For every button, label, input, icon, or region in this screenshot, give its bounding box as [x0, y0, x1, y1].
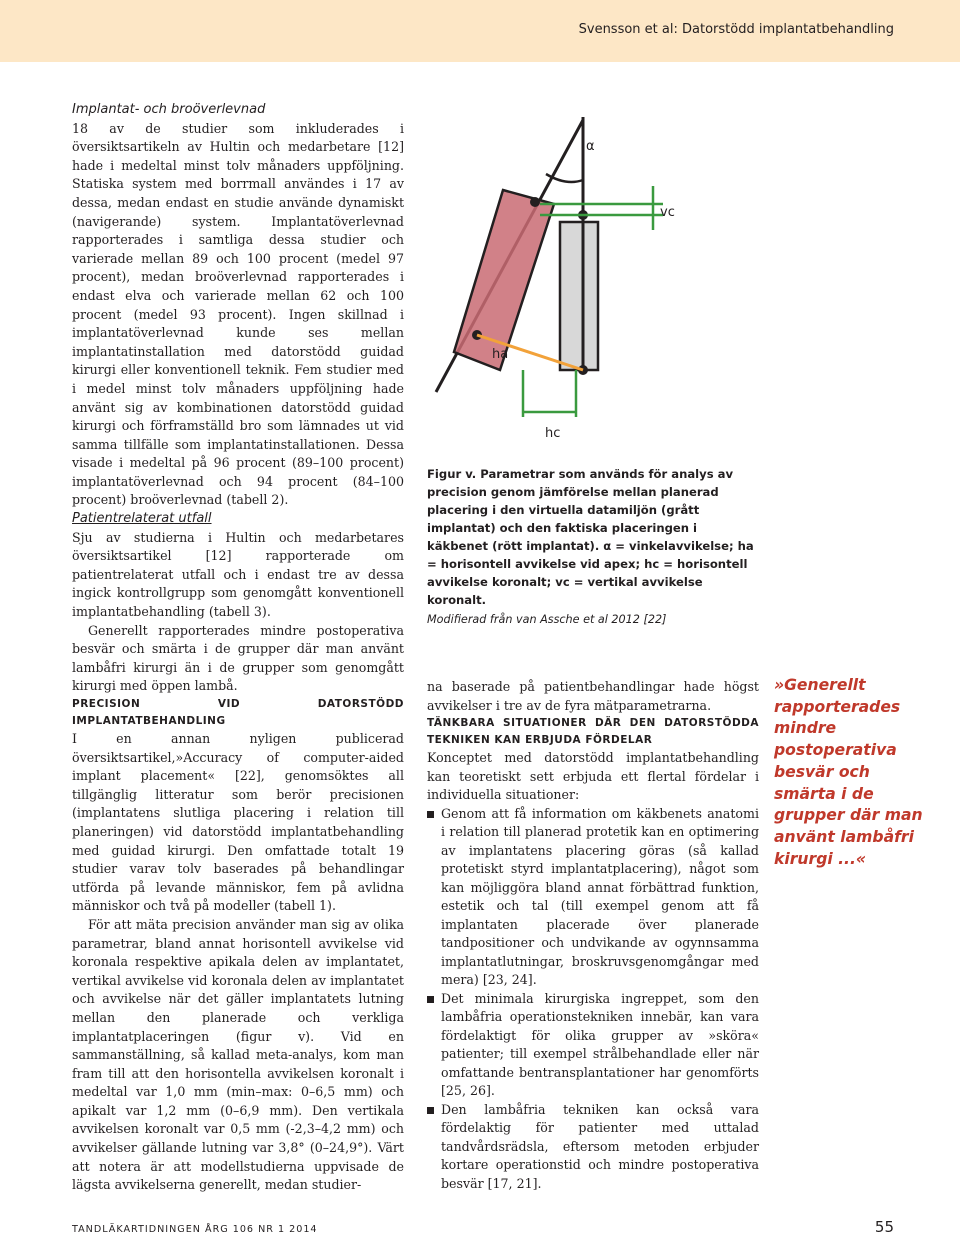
caption-source: Modifierad från van Assche et al 2012 [22]: [427, 613, 667, 626]
dot: [530, 197, 540, 207]
bullet-item: Den lambåfria tekniken kan också vara fördelaktig för patienter med uttalad tandvårdsrädsla, eftersom metoden erbjuder kortare operationstid och mindre postoperativa besvär [17, 21].: [427, 1101, 759, 1194]
paragraph: na baserade på patientbehandlingar hade högst avvikelser i tre av de fyra mätparametrarna.: [427, 679, 759, 713]
paragraph: För att mäta precision använder man sig av olika parametrar, bland annat horisontell avvikelse vid koronala respektive apikala delen av implantatet, vertikal avvikelse vid koronala delen av implantatet och avvikelse när det gäller implantatets lutning mellan den planerade och verkliga implantatplaceringen (figur v). Vid en sammanställning, så kallad meta-analys, kom man fram till att den horisontella avvikelsen koronalt i medeltal var 1,0 mm (min–max: 0–6,5 mm) och apikalt var 1,2 mm (0–6,9 mm). Den vertikala avvikelsen koronalt var 0,5 mm (-2,3–4,2 mm) och avvikelser gällande lutning var 3,8° (0–24,9°). Värt att notera är att modellstudierna uppvisade de lägsta avvikelserna generellt, medan studier-: [72, 916, 404, 1193]
caption-text: Figur v. Parametrar som används för analys av precision genom jämförelse mellan planerad placering i den virtuella datamiljön (grått implantat) och den faktiska placeringen i käkbenet (rött implantat). α = vinkelavvikelse; ha = horisontell avvikelse vid apex; hc = horisontell avvikelse koronalt; vc = vertikal avvikelse koronalt.: [427, 467, 754, 607]
section-heading-patient: Patientrelaterat utfall: [72, 511, 212, 527]
label-hc: hc: [545, 426, 561, 441]
implant-diagram: [428, 112, 738, 457]
paragraph: Sju av studierna i Hultin och medarbetares översiktsartikel [12] rapporterade om patientrelaterat utfall och i endast tre av dessa ingick kontrollgrupp som genomgått konventionell implantatbehandling (tabell 3).: [72, 529, 404, 620]
pull-quote: »Generellt rapporterades mindre postoperativa besvär och smärta i de grupper där man använt lambåfri kirurgi ...«: [774, 676, 923, 868]
paragraph: I en annan nyligen publicerad översiktsartikel,»Accuracy of computer-aided implant placement« [22], genomsöktes all tillgänglig litteratur som berör precisionen (implantatens slutliga placering i relation till planeringen) vid datorstödd implantatbehandling med guidad kirurgi. Den omfattade totalt 19 studier varav tolv baserades på behandlingar utförda på levande människor, fem på avlidna människor och två på modeller (tabell 1).: [72, 731, 404, 914]
bullet-square-icon: [427, 1107, 434, 1114]
section-heading-survival: Implantat- och broöverlevnad: [72, 102, 266, 117]
journal-footer: TANDLÄKARTIDNINGEN ÅRG 106 NR 1 2014: [72, 1224, 318, 1235]
label-alpha: α: [586, 139, 595, 154]
page-number: 55: [874, 1218, 894, 1236]
implant-diagram-svg: [428, 112, 738, 457]
paragraph: Konceptet med datorstödd implantatbehandling kan teoretiskt sett erbjuda ett flertal fördelar i individuella situationer:: [427, 750, 759, 802]
right-column: [427, 678, 759, 1193]
planned-implant: [560, 222, 598, 370]
bullet-item: Genom att få information om käkbenets anatomi i relation till planerad protetik kan en optimering av implantatens placering göras (så kallad protetiskt styrd implantatplacering), något som kan möjliggöra bland annat förbättrad funktion, estetik och tal (till exempel genom att få implantaten placerade över planerade tandpositioner och undvikande av ogynnsamma implantatlutningar, broskruvsgenomgångar med mera) [23, 24].: [427, 805, 759, 990]
left-column: [72, 101, 404, 1195]
label-ha: ha: [492, 347, 509, 362]
bullet-item: Det minimala kirurgiska ingreppet, som den lambåfria operationstekniken innebär, kan vara fördelaktigt för olika grupper av »sköra« patienter; till exempel strålbehandlade eller när omfattande bentransplantationer har genomförts [25, 26].: [427, 990, 759, 1101]
running-title: Svensson et al: Datorstödd implantatbehandling: [578, 22, 894, 37]
paragraph: Generellt rapporterades mindre postoperativa besvär och smärta i de grupper där man använt lambåfri kirurgi än i de grupper som genomgått kirurgi med öppen lambå.: [72, 622, 404, 694]
label-vc: vc: [660, 205, 675, 220]
section-heading-advantages: TÄNKBARA SITUATIONER DÄR DEN DATORSTÖDDA TEKNIKEN KAN ERBJUDA FÖRDELAR: [427, 717, 759, 746]
section-heading-precision: PRECISION VID DATORSTÖDD IMPLANTATBEHANDLING: [72, 698, 404, 727]
paragraph: 18 av de studier som inkluderades i översiktsartikeln av Hultin och medarbetare [12] hade i medeltal minst tolv månaders uppföljning. Statiska system med borrmall användes i 17 av dessa, medan endast en studie använde dynamiskt (navigerande) system. Implantatöverlevnad rapporterades i samtliga dessa studier och varierade mellan 89 och 100 procent (medel 97 procent), medan broöverlevnad rapporterades i endast elva och varierade mellan 62 och 100 procent (medel 93 procent). Ingen skillnad i implantatöverlevnad kunde ses mellan implantatinstallation med datorstödd guidad kirurgi eller konventionell teknik. Fem studier med i medel minst tolv månaders uppföljning hade använt sig av kombinationen datorstödd guidad kirurgi och förframställd bro som lämnades ut vid samma tillfälle som implantatinstallationen. Dessa visade i medeltal på 96 procent (89–100 procent) implantatöverlevnad och 94 procent (84–100 procent) broöverlevnad (tabell 2).: [72, 120, 404, 508]
bullet-square-icon: [427, 996, 434, 1003]
figure-caption: [427, 465, 762, 629]
bullet-square-icon: [427, 811, 434, 818]
